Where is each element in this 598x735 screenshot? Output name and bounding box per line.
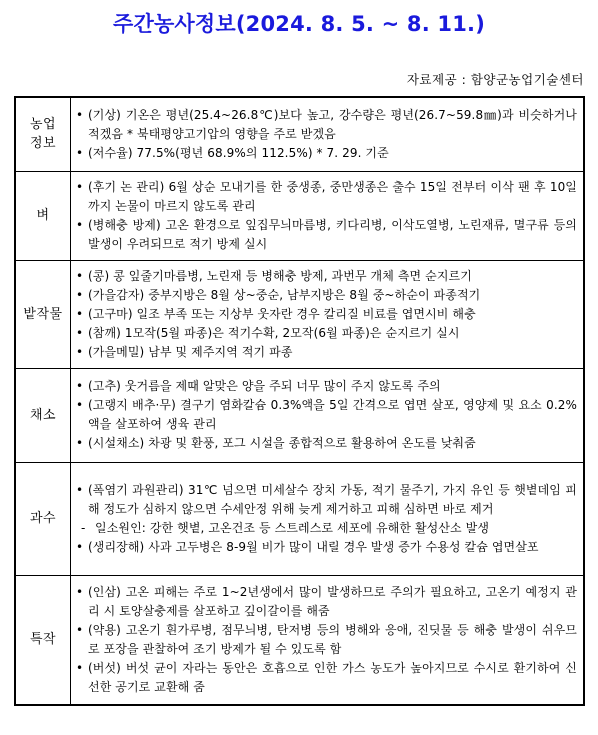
section-row-agri-info	[15, 97, 584, 171]
list-item: - 일소원인: 강한 햇볕, 고온건조 등 스트레스로 세포에 유해한 활성산소 발생	[75, 519, 577, 538]
category-label: 특작	[29, 632, 57, 648]
list-item: • (고추) 웃거름을 제때 알맞은 양을 주되 너무 많이 주지 않도록 주의	[75, 377, 577, 396]
item-list	[75, 106, 577, 163]
list-item: • (콩) 콩 잎줄기마름병, 노린재 등 병해충 방제, 과번무 개체 측면 순지르기	[75, 267, 577, 286]
section-row-fruit-trees	[15, 462, 584, 575]
category-label: 농업	[29, 117, 57, 133]
category-cell	[15, 462, 71, 575]
list-item: • (저수율) 77.5%(평년 68.9%의 112.5%) * 7. 29. 기준	[75, 144, 577, 163]
list-item: • (버섯) 버섯 균이 자라는 동안은 호흡으로 인한 가스 농도가 높아지므로 수시로 환기하여 신선한 공기로 교환해 줌	[75, 659, 577, 697]
category-cell	[15, 97, 71, 171]
list-item: • (시설채소) 차광 및 환풍, 포그 시설을 종합적으로 활용하여 온도를 낮춰줌	[75, 434, 577, 453]
category-cell	[15, 368, 71, 462]
source-credit: 자료제공 : 함양군농업기술센터	[406, 72, 584, 87]
category-label: 채소	[29, 407, 57, 423]
list-item: • (고구마) 일조 부족 또는 지상부 웃자란 경우 칼리질 비료를 엽면시비 해충	[75, 305, 577, 324]
section-row-vegetables	[15, 368, 584, 462]
list-item: • (참깨) 1모작(5월 파종)은 적기수확, 2모작(6월 파종)은 순지르기 실시	[75, 324, 577, 343]
content-cell	[71, 368, 585, 462]
item-list	[75, 178, 577, 254]
content-cell	[71, 462, 585, 575]
list-item: • (고랭지 배추·무) 결구기 염화칼슘 0.3%액을 5일 간격으로 엽면 살포, 영양제 및 요소 0.2%액을 살포하여 생육 관리	[75, 396, 577, 434]
list-item: • (병해충 방제) 고온 환경으로 잎집무늬마름병, 키다리병, 이삭도열병, 노린재류, 멸구류 등의 발생이 우려되므로 적기 방제 실시	[75, 216, 577, 254]
section-row-field-crops	[15, 260, 584, 368]
category-cell	[15, 260, 71, 368]
category-cell	[15, 171, 71, 260]
list-item: • (약용) 고온기 흰가루병, 점무늬병, 탄저병 등의 병해와 응애, 진딧물 등 해충 발생이 쉬우므로 포장을 관찰하여 조기 방제가 될 수 있도록 함	[75, 621, 577, 659]
section-row-rice	[15, 171, 584, 260]
list-item: • (후기 논 관리) 6월 상순 모내기를 한 중생종, 중만생종은 출수 15일 전부터 이삭 팬 후 10일까지 논물이 마르지 않도록 관리	[75, 178, 577, 216]
category-label: 밭작물	[23, 306, 63, 322]
item-list	[75, 583, 577, 697]
list-item: • (폭염기 과원관리) 31℃ 넘으면 미세살수 장치 가동, 적기 물주기, 가지 유인 등 햇볕데임 피해 정도가 심하지 않으면 수세안정 위해 늦게 제거하고 피해 심하면 바로 제거	[75, 481, 577, 519]
category-label: 벼	[36, 208, 50, 223]
content-cell	[71, 260, 585, 368]
category-label: 정보	[29, 136, 57, 152]
category-label: 과수	[29, 511, 57, 526]
section-row-special-crops	[15, 575, 584, 705]
content-cell	[71, 171, 585, 260]
item-list	[75, 377, 577, 453]
page-title: 주간농사정보(2024. 8. 5. ~ 8. 11.)	[112, 12, 486, 36]
content-cell	[71, 97, 585, 171]
list-item: • (가을감자) 중부지방은 8월 상~중순, 남부지방은 8월 중~하순이 파종적기	[75, 286, 577, 305]
list-item: • (가을메밀) 남부 및 제주지역 적기 파종	[75, 343, 577, 362]
content-cell	[71, 575, 585, 705]
category-cell	[15, 575, 71, 705]
farming-info-table	[14, 96, 585, 706]
list-item: • (생리장해) 사과 고두병은 8-9월 비가 많이 내릴 경우 발생 증가 수용성 칼슘 엽면살포	[75, 538, 577, 557]
list-item: • (기상) 기온은 평년(25.4~26.8℃)보다 높고, 강수량은 평년(26.7~59.8㎜)과 비슷하거나 적겠음 * 북태평양고기압의 영향을 주로 받겠음	[75, 106, 577, 144]
item-list	[75, 267, 577, 362]
item-list	[75, 481, 577, 557]
list-item: • (인삼) 고온 피해는 주로 1~2년생에서 많이 발생하므로 주의가 필요하고, 고온기 예정지 관리 시 토양살충제를 살포하고 깊이갈이를 해줌	[75, 583, 577, 621]
